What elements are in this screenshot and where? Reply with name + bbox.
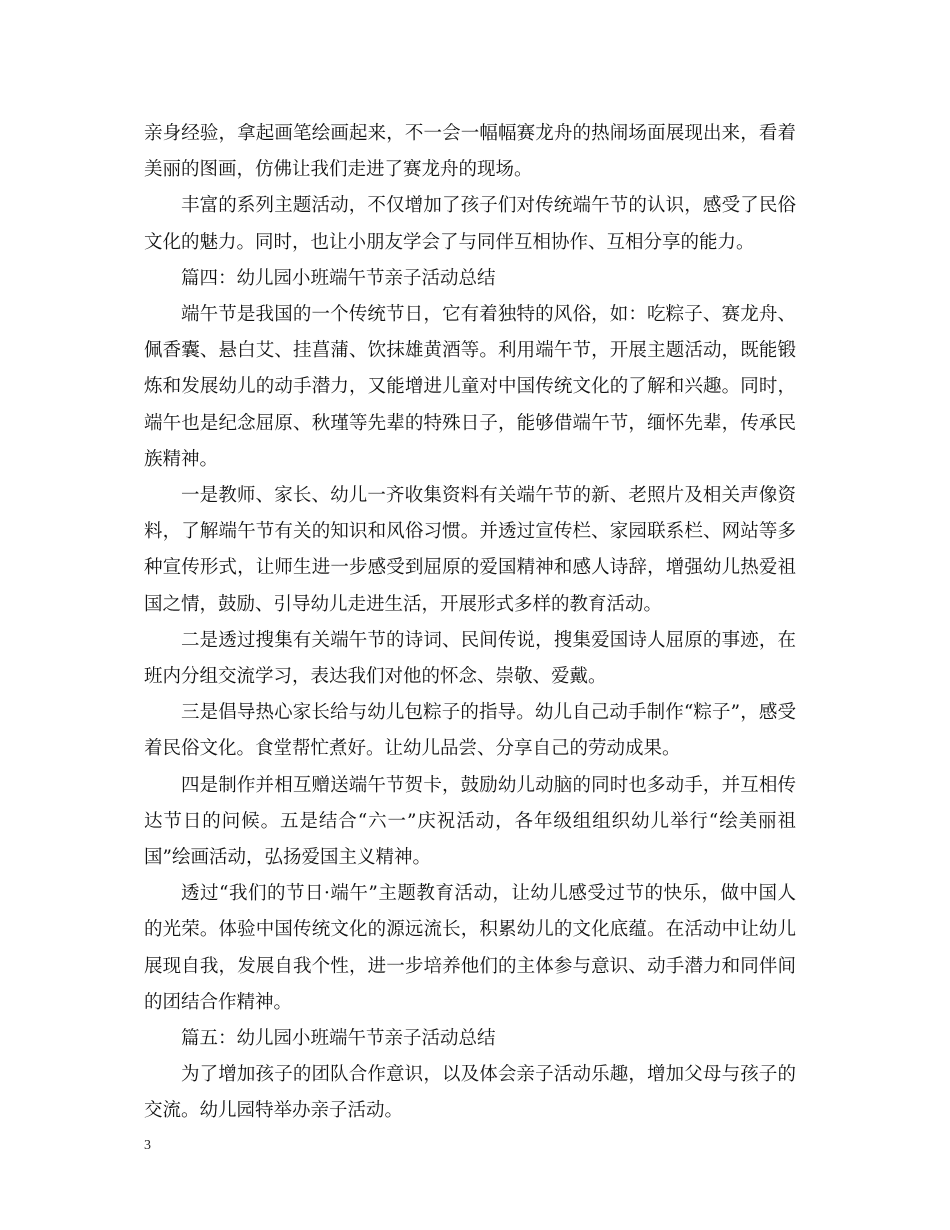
section-heading: 篇四：幼儿园小班端午节亲子活动总结 — [181, 267, 496, 289]
paragraph: 亲身经验，拿起画笔绘画起来，不一会一幅幅赛龙舟的热闹场面展现出来，看着美丽的图画，仿佛让我们走进了赛龙舟的现场。 — [144, 123, 796, 181]
paragraph: 三是倡导热心家长给与幼儿包粽子的指导。幼儿自己动手制作“粽子”，感受着民俗文化。食堂帮忙煮好。让幼儿品尝、分享自己的劳动成果。 — [144, 702, 796, 760]
section-heading: 篇五：幼儿园小班端午节亲子活动总结 — [181, 1028, 496, 1050]
paragraph: 端午节是我国的一个传统节日，它有着独特的风俗，如：吃粽子、赛龙舟、佩香囊、悬白艾、挂菖蒲、饮抹雄黄酒等。利用端午节，开展主题活动，既能锻炼和发展幼儿的动手潜力，又能增进儿童对中国传统文化的了解和兴趣。同时，端午也是纪念屈原、秋瑾等先辈的特殊日子，能够借端午节，缅怀先辈，传承民族精神。 — [144, 304, 796, 470]
page-number: 3 — [144, 1138, 151, 1153]
document-body — [144, 116, 796, 1130]
paragraph: 一是教师、家长、幼儿一齐收集资料有关端午节的新、老照片及相关声像资料，了解端午节有关的知识和风俗习惯。并透过宣传栏、家园联系栏、网站等多种宣传形式，让师生进一步感受到屈原的爱国精神和感人诗辞，增强幼儿热爱祖国之情，鼓励、引导幼儿走进生活，开展形式多样的教育活动。 — [144, 485, 796, 615]
paragraph: 丰富的系列主题活动，不仅增加了孩子们对传统端午节的认识，感受了民俗文化的魅力。同时，也让小朋友学会了与同伴互相协作、互相分享的能力。 — [144, 195, 796, 253]
paragraph: 二是透过搜集有关端午节的诗词、民间传说，搜集爱国诗人屈原的事迹，在班内分组交流学习，表达我们对他的怀念、崇敬、爱戴。 — [144, 629, 796, 688]
paragraph: 四是制作并相互赠送端午节贺卡，鼓励幼儿动脑的同时也多动手，并互相传达节日的问候。五是结合“六一”庆祝活动，各年级组组织幼儿举行“绘美丽祖国”绘画活动，弘扬爱国主义精神。 — [144, 774, 796, 869]
paragraph: 为了增加孩子的团队合作意识，以及体会亲子活动乐趣，增加父母与孩子的交流。幼儿园特举办亲子活动。 — [144, 1064, 796, 1122]
paragraph: 透过“我们的节日·端午”主题教育活动，让幼儿感受过节的快乐，做中国人的光荣。体验中国传统文化的源远流长，积累幼儿的文化底蕴。在活动中让幼儿展现自我，发展自我个性，进一步培养他们的主体参与意识、动手潜力和同伴间的团结合作精神。 — [144, 883, 796, 1013]
